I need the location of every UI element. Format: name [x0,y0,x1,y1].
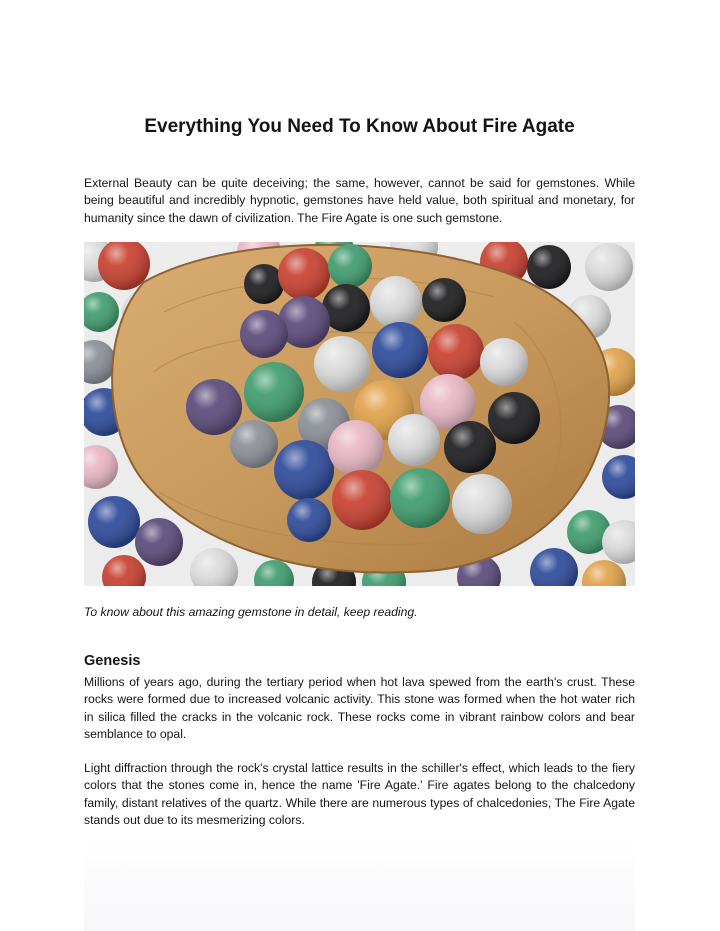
gemstone-sphere [240,310,288,358]
gemstone-sphere [390,468,450,528]
gemstone-sphere [135,518,183,566]
gemstone-sphere [314,336,370,392]
gemstone-sphere [328,244,372,288]
gemstone-sphere [332,470,392,530]
gemstone-sphere [244,362,304,422]
section-heading-genesis: Genesis [84,653,141,669]
page-title: Everything You Need To Know About Fire Agate [144,116,575,137]
gemstone-sphere [372,322,428,378]
gemstone-sphere [422,278,466,322]
gemstone-sphere [428,324,484,380]
gemstone-sphere [480,338,528,386]
photo-caption: To know about this amazing gemstone in detail, keep reading. [84,605,418,619]
gemstone-sphere [328,420,384,476]
gemstone-sphere [278,248,330,300]
gemstone-sphere [527,245,571,289]
gemstone-sphere [244,264,284,304]
gemstone-sphere [186,379,242,435]
gemstone-sphere [585,243,633,291]
gemstone-photo [84,242,635,586]
genesis-paragraph-2: Light diffraction through the rock's crystal lattice results in the schiller's effect, which leads to the fiery colors that the stones come in, hence the name 'Fire Agate.' Fire agates belong to the chalcedony family, distant relatives of the quartz. While there are numerous types of chalcedonies, The Fire Agate stands out due to its mesmerizing colors. [84,761,635,828]
gemstone-sphere [274,440,334,500]
gemstone-sphere [287,498,331,542]
gemstone-sphere [88,496,140,548]
intro-paragraph: External Beauty can be quite deceiving; the same, however, cannot be said for gemstones. While being beautiful and incredibly hypnotic, gemstones have held value, both spiritual and monetary, for humanity since the dawn of civilization. The Fire Agate is one such gemstone. [84,176,635,225]
gemstone-sphere [444,421,496,473]
gemstone-sphere [488,392,540,444]
gemstone-sphere [230,420,278,468]
gemstone-sphere [452,474,512,534]
page-bottom-shade [84,840,635,931]
gemstone-sphere [370,276,422,328]
gemstone-sphere [388,414,440,466]
genesis-paragraph-1: Millions of years ago, during the tertiary period when hot lava spewed from the earth's crust. These rocks were formed due to increased volcanic activity. This stone was formed when the hot water rich in silica filled the cracks in the volcanic rock. These rocks come in vibrant rainbow colors and bear semblance to opal. [84,675,635,742]
